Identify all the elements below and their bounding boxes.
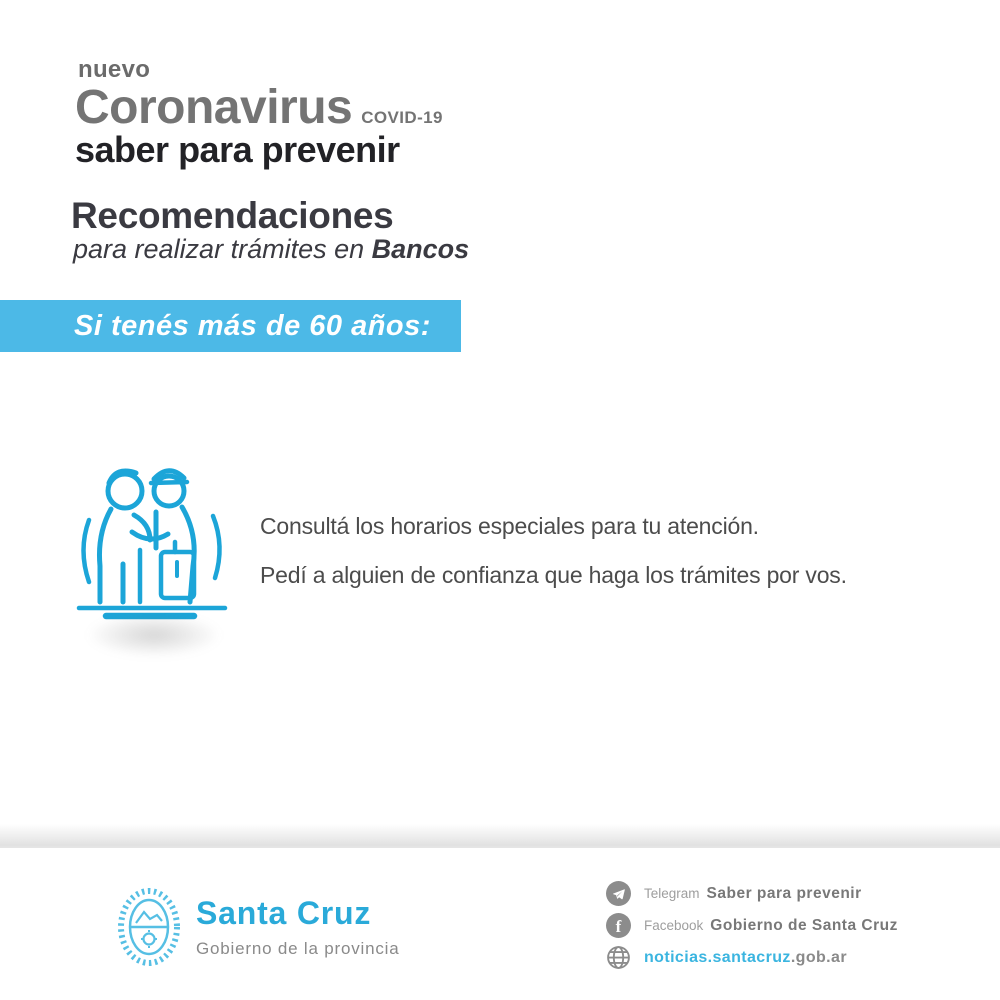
telegram-icon — [606, 881, 631, 906]
telegram-row — [606, 881, 898, 906]
covid-label: COVID-19 — [361, 108, 443, 127]
footer-divider — [0, 824, 1000, 848]
facebook-network-label: Facebook — [644, 918, 704, 933]
facebook-icon: f — [606, 913, 631, 938]
figure-shadow — [84, 612, 224, 658]
santa-cruz-crest-icon — [116, 888, 182, 966]
recommendation-item: Consultá los horarios especiales para tu atención. — [260, 513, 759, 539]
facebook-row — [606, 913, 898, 938]
province-subtitle: Gobierno de la provincia — [196, 939, 400, 958]
brand-kicker: nuevo — [78, 56, 151, 83]
telegram-network-label: Telegram — [644, 886, 700, 901]
brand-title: Coronavirus — [75, 81, 353, 134]
facebook-page-name: Gobierno de Santa Cruz — [710, 916, 898, 934]
subheading-prefix: para realizar trámites en — [73, 234, 372, 264]
website-url-highlight: noticias.santacruz — [644, 948, 791, 966]
province-name: Santa Cruz — [196, 895, 372, 931]
brand-tagline: saber para prevenir — [75, 129, 400, 170]
subheading-bold: Bancos — [371, 234, 470, 264]
section-subheading — [73, 234, 469, 265]
recommendation-list — [260, 513, 847, 589]
section-heading: Recomendaciones — [71, 195, 394, 236]
website-row — [606, 945, 898, 970]
recommendation-item: Pedí a alguien de confianza que haga los trámites por vos. — [260, 562, 847, 588]
government-logo — [116, 888, 399, 966]
age-condition-banner: Si tenés más de 60 años: — [0, 300, 461, 352]
website-url-rest: .gob.ar — [790, 948, 847, 966]
elderly-couple-icon — [76, 452, 228, 622]
telegram-channel-name: Saber para prevenir — [706, 884, 862, 902]
government-text — [196, 895, 399, 959]
brand-title-row — [75, 80, 443, 135]
globe-icon — [606, 945, 631, 970]
social-links — [606, 881, 898, 977]
